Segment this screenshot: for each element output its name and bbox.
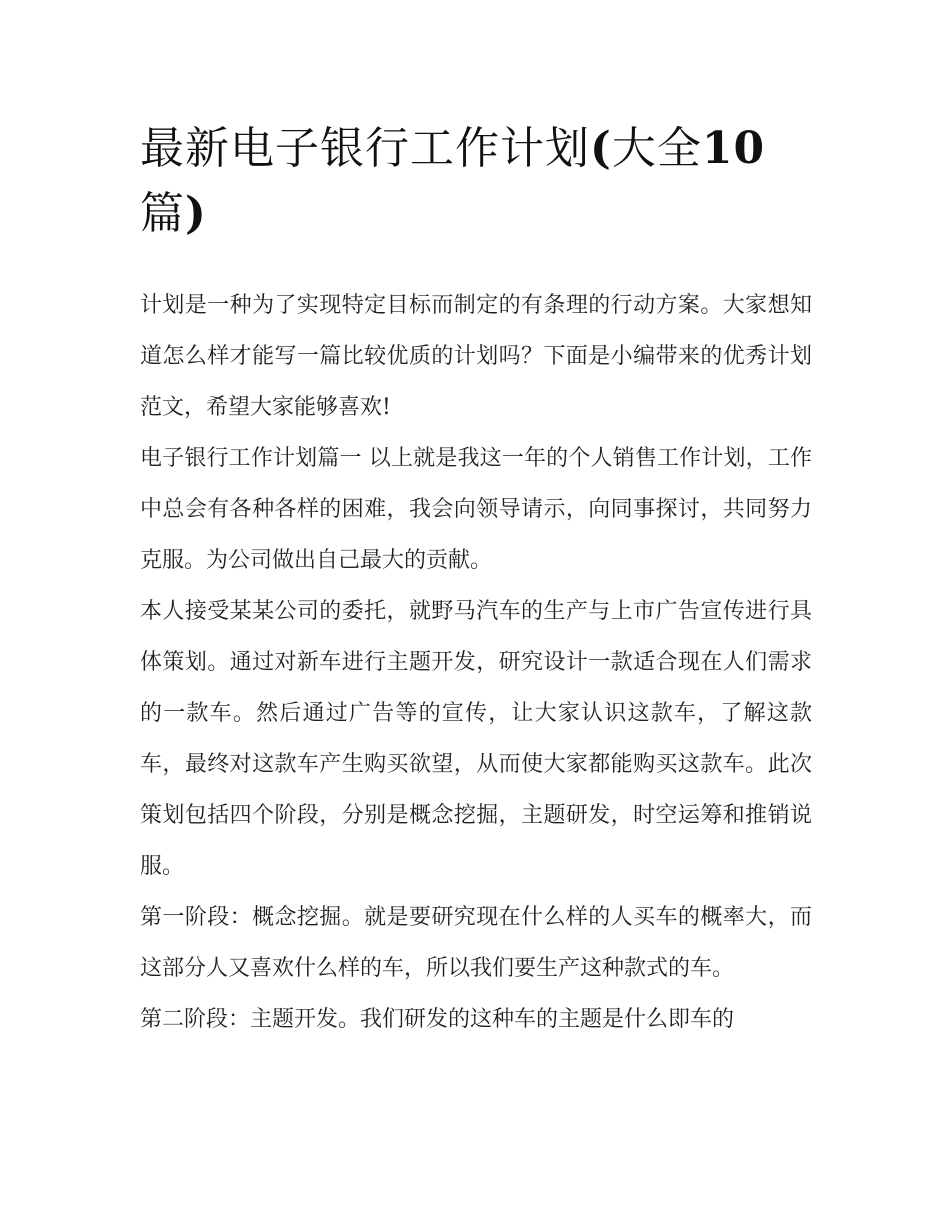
paragraph-stage-two: 第二阶段：主题开发。我们研发的这种车的主题是什么即车的 [140,1007,735,1032]
document-body [140,280,812,1045]
document-title: 最新电子银行工作计划(大全10篇) [140,123,766,239]
paragraph-chapter-one: 电子银行工作计划篇一 以上就是我这一年的个人销售工作计划，工作中总会有各种各样的困难，我会向领导请示，向同事探讨，共同努力克服。为公司做出自己最大的贡献。 [140,446,812,573]
paragraph-intro: 计划是一种为了实现特定目标而制定的有条理的行动方案。大家想知道怎么样才能写一篇比较优质的计划吗？下面是小编带来的优秀计划范文，希望大家能够喜欢! [140,293,812,420]
paragraph-commission: 本人接受某某公司的委托，就野马汽车的生产与上市广告宣传进行具体策划。通过对新车进行主题开发，研究设计一款适合现在人们需求的一款车。然后通过广告等的宣传，让大家认识这款车，了解这款车，最终对这款车产生购买欲望，从而使大家都能购买这款车。此次策划包括四个阶段，分别是概念挖掘，主题研发，时空运筹和推销说服。 [140,599,812,879]
paragraph-stage-one: 第一阶段：概念挖掘。就是要研究现在什么样的人买车的概率大，而这部分人又喜欢什么样的车，所以我们要生产这种款式的车。 [140,905,812,981]
